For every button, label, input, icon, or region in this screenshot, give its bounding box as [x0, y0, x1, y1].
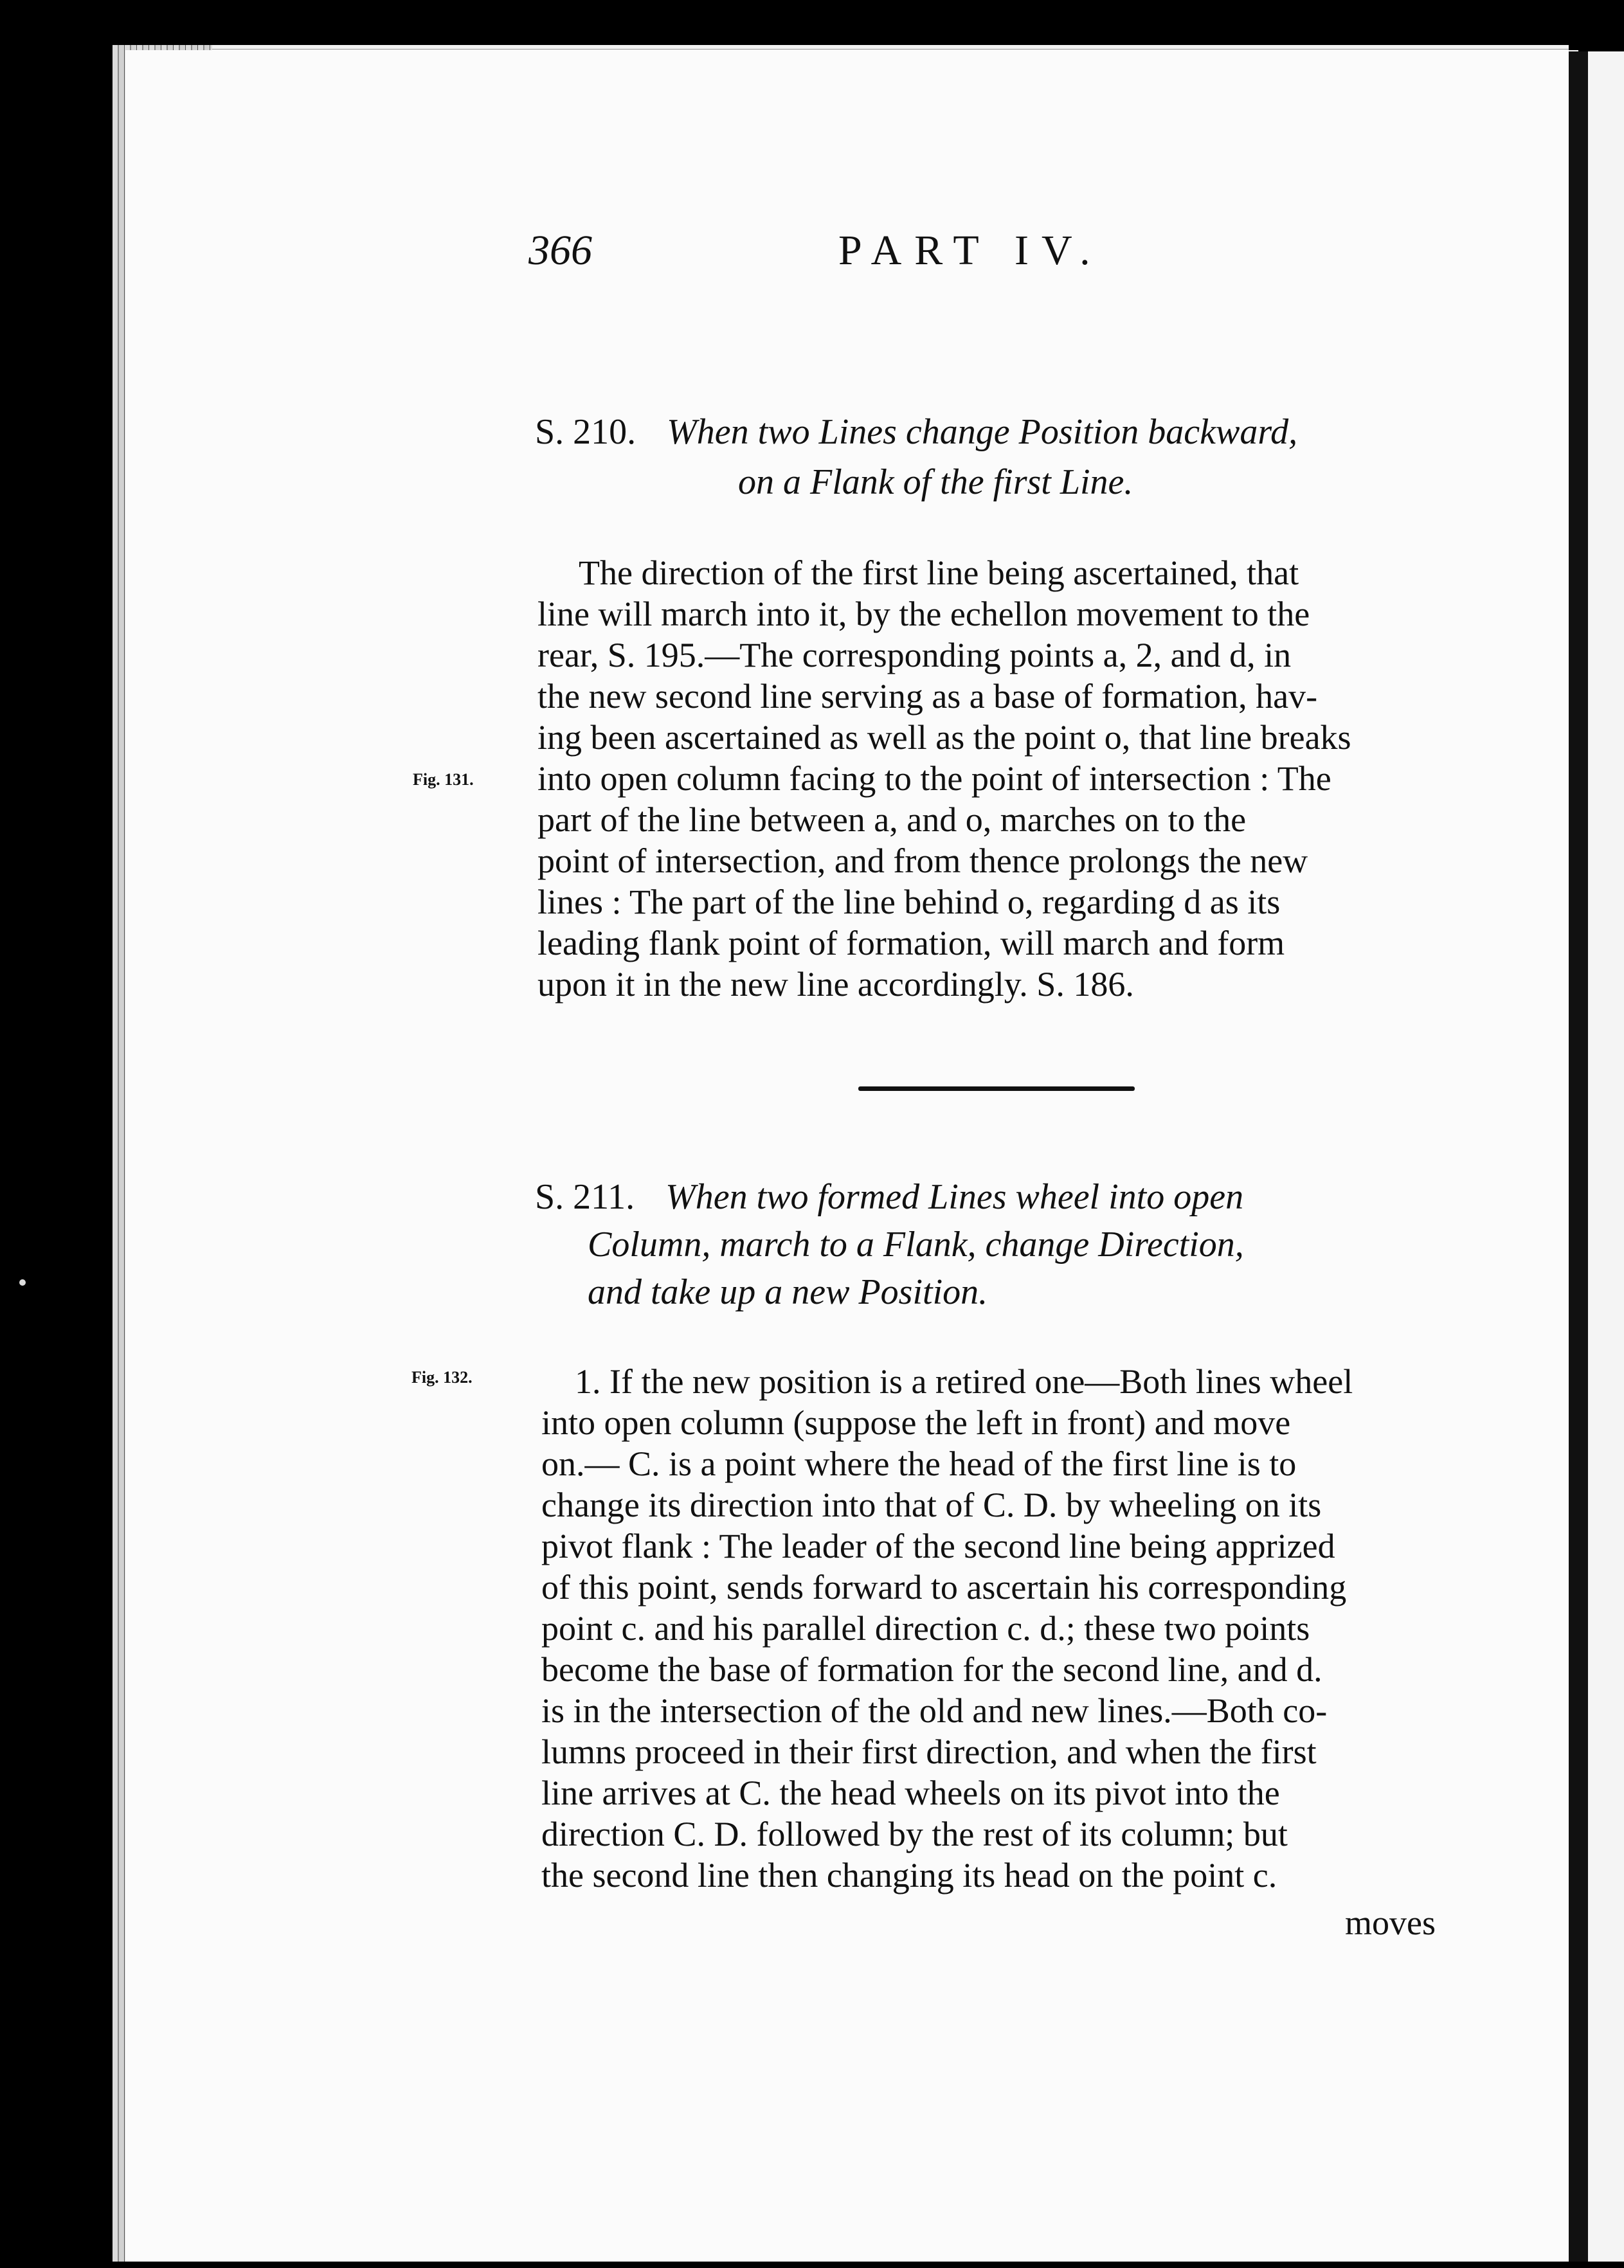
section-210-line: upon it in the new line accordingly. S. 186.: [537, 965, 1134, 1004]
section-210-line: line will march into it, by the echellon movement to the: [537, 595, 1310, 633]
catchword: moves: [1345, 1904, 1436, 1942]
section-211-line: direction C. D. followed by the rest of its column; but: [541, 1815, 1288, 1853]
section-211-line: change its direction into that of C. D. by wheeling on its: [541, 1486, 1322, 1524]
section-210-line: The direction of the first line being ascertained, that: [579, 554, 1299, 592]
section-211-heading-line1: [535, 1176, 1243, 1218]
section-210-title-line2: on a Flank of the first Line.: [738, 462, 1133, 502]
section-211-line: pivot flank : The leader of the second line being apprized: [541, 1527, 1335, 1565]
section-211-title-line1: When two formed Lines wheel into open: [665, 1177, 1244, 1217]
section-211-title-line3: and take up a new Position.: [588, 1272, 988, 1312]
section-211-line: 1. If the new position is a retired one—Both lines wheel: [575, 1362, 1353, 1401]
section-211-title-line2: Column, march to a Flank, change Direction,: [588, 1225, 1244, 1264]
section-210-heading-line1: [535, 411, 1297, 453]
section-210-line: lines : The part of the line behind o, regarding d as its: [537, 883, 1281, 921]
section-211-line: into open column (suppose the left in front) and move: [541, 1403, 1291, 1442]
section-210-line: the new second line serving as a base of formation, hav-: [537, 677, 1318, 716]
section-211-line: the second line then changing its head on the point c.: [541, 1856, 1277, 1895]
margin-note-fig-132: Fig. 132.: [411, 1368, 473, 1387]
section-210-line: part of the line between a, and o, marches on to the: [537, 800, 1247, 839]
section-211-line: of this point, sends forward to ascertain his corresponding: [541, 1568, 1347, 1607]
section-211-line: on.— C. is a point where the head of the first line is to: [541, 1444, 1297, 1483]
section-210-line: point of intersection, and from thence prolongs the new: [537, 842, 1308, 880]
section-211-line: become the base of formation for the second line, and d.: [541, 1650, 1322, 1689]
margin-note-fig-131: Fig. 131.: [413, 770, 474, 789]
section-210-line: into open column facing to the point of intersection : The: [537, 759, 1331, 798]
section-210-title-line1: When two Lines change Position backward,: [667, 412, 1298, 452]
section-211-line: is in the intersection of the old and new lines.—Both co-: [541, 1691, 1328, 1730]
section-211-line: lumns proceed in their first direction, and when the first: [541, 1733, 1317, 1771]
page-number: 366: [528, 227, 592, 274]
section-210-number: S. 210.: [535, 412, 636, 452]
running-head-title: PART IV.: [838, 227, 1103, 274]
section-divider-rule: [858, 1086, 1135, 1091]
section-211-line: line arrives at C. the head wheels on its pivot into the: [541, 1774, 1280, 1812]
section-210-line: leading flank point of formation, will march and form: [537, 924, 1285, 962]
section-211-number: S. 211.: [535, 1177, 635, 1217]
section-210-line: ing been ascertained as well as the point o, that line breaks: [537, 718, 1351, 757]
section-211-line: point c. and his parallel direction c. d.; these two points: [541, 1609, 1310, 1648]
section-210-line: rear, S. 195.—The corresponding points a, 2, and d, in: [537, 636, 1292, 674]
